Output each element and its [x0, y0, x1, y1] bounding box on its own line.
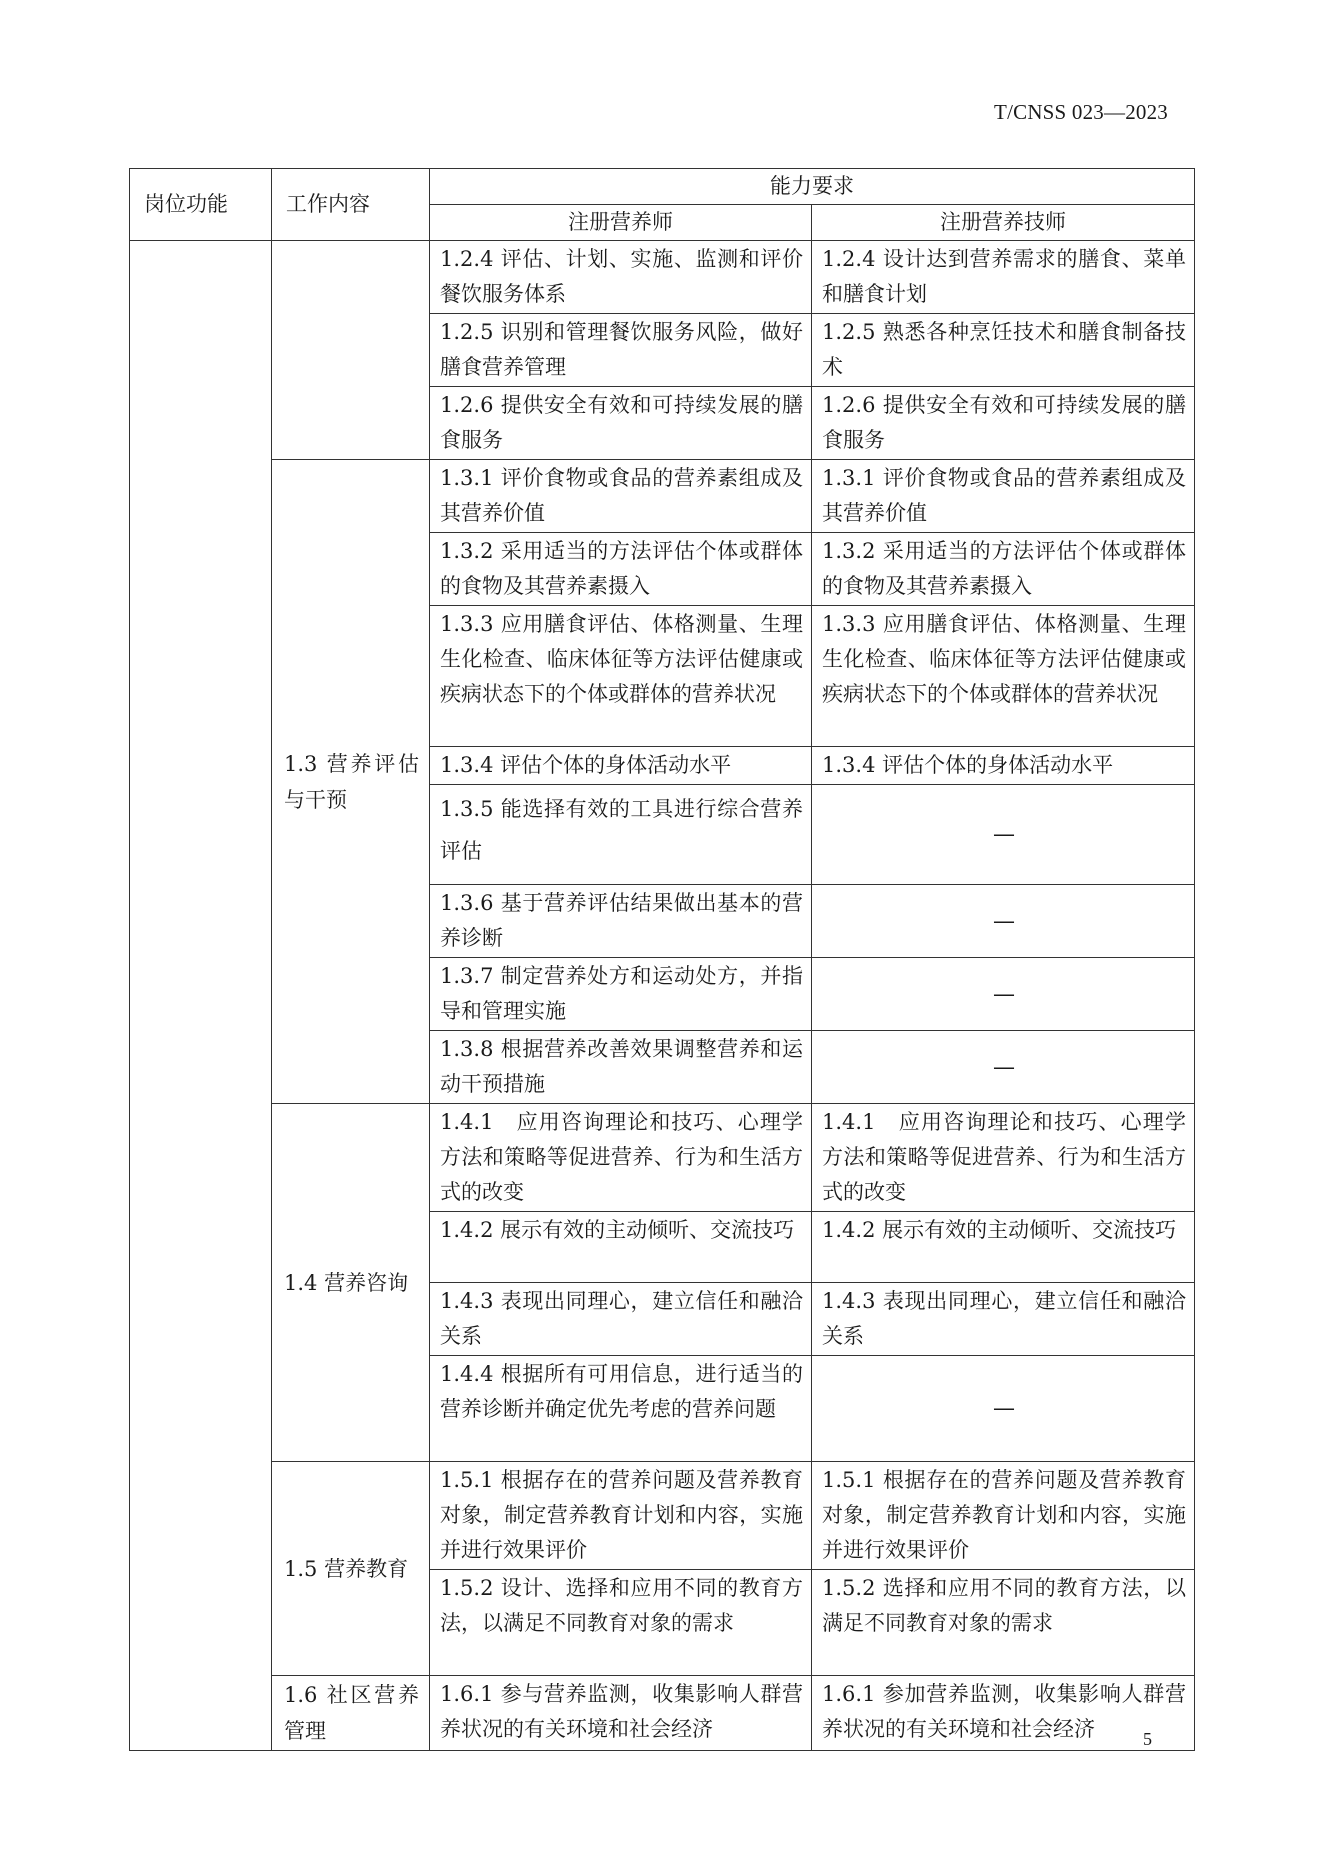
- table-row: [130, 460, 1195, 533]
- dietitian-cell: 1.4.1 应用咨询理论和技巧、心理学方法和策略等促进营养、行为和生活方式的改变: [430, 1104, 812, 1212]
- technician-cell: 1.5.2 选择和应用不同的教育方法，以满足不同教育对象的需求: [812, 1570, 1195, 1676]
- technician-cell: 1.3.2 采用适当的方法评估个体或群体的食物及其营养素摄入: [812, 533, 1195, 606]
- dietitian-cell: 1.2.4 评估、计划、实施、监测和评价餐饮服务体系: [430, 241, 812, 314]
- dietitian-cell: 1.6.1 参与营养监测，收集影响人群营养状况的有关环境和社会经济: [430, 1676, 812, 1751]
- technician-cell: 1.3.4 评估个体的身体活动水平: [812, 747, 1195, 785]
- dietitian-cell: 1.4.2 展示有效的主动倾听、交流技巧: [430, 1212, 812, 1283]
- dietitian-cell: 1.3.2 采用适当的方法评估个体或群体的食物及其营养素摄入: [430, 533, 812, 606]
- technician-cell-dash: —: [812, 1356, 1195, 1462]
- technician-cell: 1.2.4 设计达到营养需求的膳食、菜单和膳食计划: [812, 241, 1195, 314]
- technician-cell: 1.4.2 展示有效的主动倾听、交流技巧: [812, 1212, 1195, 1283]
- dietitian-cell: 1.3.6 基于营养评估结果做出基本的营养诊断: [430, 885, 812, 958]
- dietitian-cell: 1.3.8 根据营养改善效果调整营养和运动干预措施: [430, 1031, 812, 1104]
- work-content-1-6: 1.6 社区营养管理: [272, 1676, 430, 1751]
- dietitian-cell: 1.4.4 根据所有可用信息，进行适当的营养诊断并确定优先考虑的营养问题: [430, 1356, 812, 1462]
- document-code: T/CNSS 023—2023: [994, 100, 1168, 124]
- technician-cell: 1.2.6 提供安全有效和可持续发展的膳食服务: [812, 387, 1195, 460]
- work-content-1-3: 1.3 营养评估与干预: [272, 460, 430, 1104]
- ability-requirements-table: [129, 168, 1195, 1751]
- table-row: [130, 1462, 1195, 1570]
- dietitian-cell: 1.3.4 评估个体的身体活动水平: [430, 747, 812, 785]
- header-work-content: 工作内容: [272, 169, 430, 241]
- technician-cell-dash: —: [812, 885, 1195, 958]
- function-cell-empty: [130, 241, 272, 1751]
- work-content-1-5: 1.5 营养教育: [272, 1462, 430, 1676]
- work-content-1-4: 1.4 营养咨询: [272, 1104, 430, 1462]
- technician-cell: 1.5.1 根据存在的营养问题及营养教育对象，制定营养教育计划和内容，实施并进行效果评价: [812, 1462, 1195, 1570]
- header-ability: 能力要求: [430, 169, 1195, 205]
- technician-cell-dash: —: [812, 785, 1195, 885]
- dietitian-cell: 1.3.1 评价食物或食品的营养素组成及其营养价值: [430, 460, 812, 533]
- header-technician: 注册营养技师: [812, 205, 1195, 241]
- technician-cell-dash: —: [812, 1031, 1195, 1104]
- dietitian-cell: 1.5.2 设计、选择和应用不同的教育方法，以满足不同教育对象的需求: [430, 1570, 812, 1676]
- dietitian-cell: 1.2.5 识别和管理餐饮服务风险，做好膳食营养管理: [430, 314, 812, 387]
- technician-cell: 1.4.1 应用咨询理论和技巧、心理学方法和策略等促进营养、行为和生活方式的改变: [812, 1104, 1195, 1212]
- dietitian-cell: 1.3.3 应用膳食评估、体格测量、生理生化检查、临床体征等方法评估健康或疾病状态下的个体或群体的营养状况: [430, 606, 812, 747]
- table-row: [130, 1104, 1195, 1212]
- dietitian-cell: 1.2.6 提供安全有效和可持续发展的膳食服务: [430, 387, 812, 460]
- technician-cell: 1.3.1 评价食物或食品的营养素组成及其营养价值: [812, 460, 1195, 533]
- technician-cell-dash: —: [812, 958, 1195, 1031]
- technician-cell: 1.6.1 参加营养监测，收集影响人群营养状况的有关环境和社会经济: [812, 1676, 1195, 1751]
- header-dietitian: 注册营养师: [430, 205, 812, 241]
- technician-cell: 1.4.3 表现出同理心，建立信任和融洽关系: [812, 1283, 1195, 1356]
- technician-cell: 1.3.3 应用膳食评估、体格测量、生理生化检查、临床体征等方法评估健康或疾病状态下的个体或群体的营养状况: [812, 606, 1195, 747]
- page-number: 5: [1143, 1729, 1152, 1749]
- header-function: 岗位功能: [130, 169, 272, 241]
- table-row: [130, 1676, 1195, 1751]
- table-row: [130, 241, 1195, 314]
- dietitian-cell: 1.4.3 表现出同理心，建立信任和融洽关系: [430, 1283, 812, 1356]
- work-content-cell-empty: [272, 241, 430, 460]
- dietitian-cell: 1.3.7 制定营养处方和运动处方，并指导和管理实施: [430, 958, 812, 1031]
- dietitian-cell: 1.3.5 能选择有效的工具进行综合营养评估: [430, 785, 812, 885]
- technician-cell: 1.2.5 熟悉各种烹饪技术和膳食制备技术: [812, 314, 1195, 387]
- dietitian-cell: 1.5.1 根据存在的营养问题及营养教育对象，制定营养教育计划和内容，实施并进行效果评价: [430, 1462, 812, 1570]
